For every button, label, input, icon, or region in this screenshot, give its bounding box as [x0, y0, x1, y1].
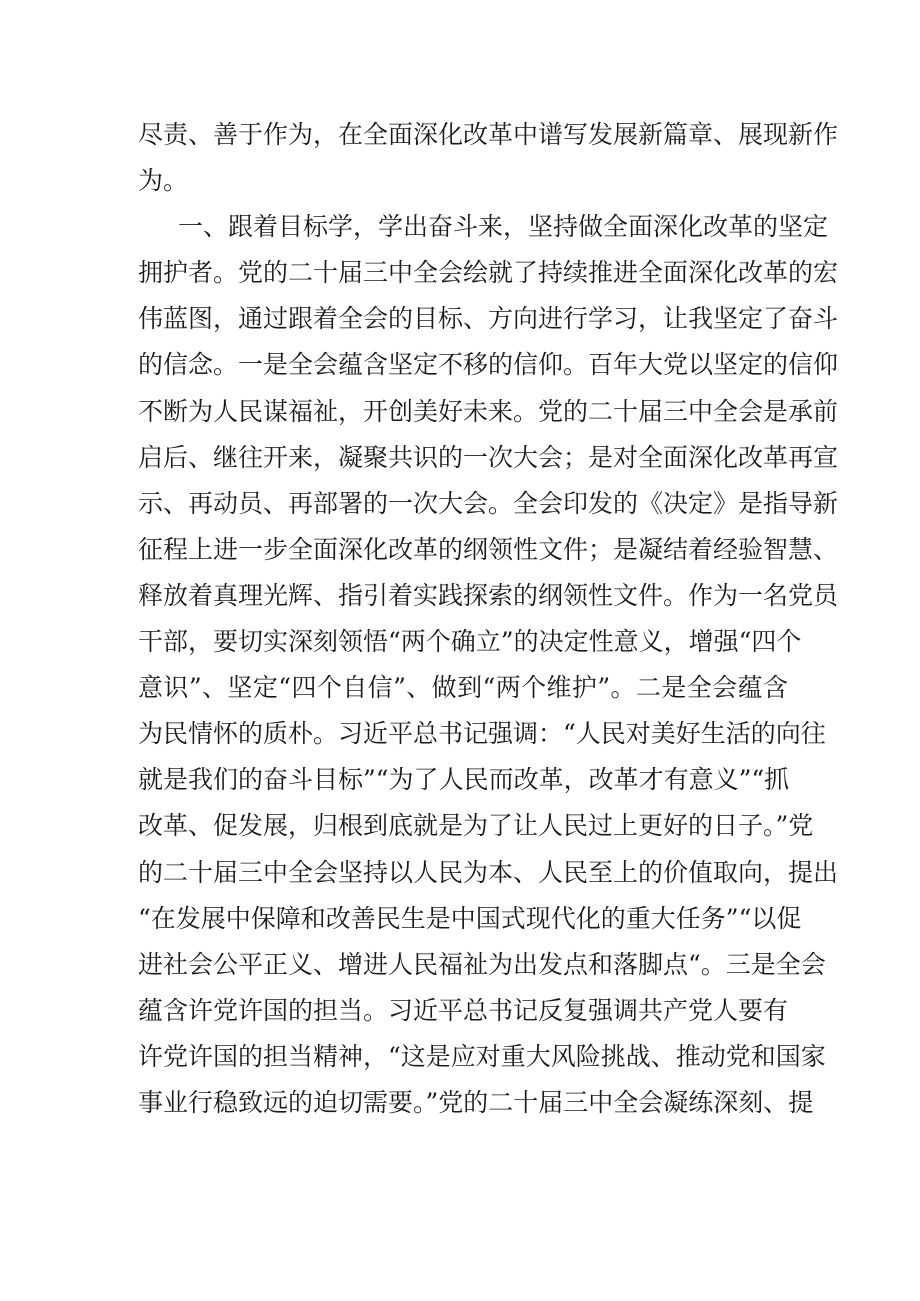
text-line: 干部，要切实深刻领悟“两个确立”的决定性意义，增强“四个: [138, 627, 802, 657]
text-line: 的二十届三中全会坚持以人民为本、人民至上的价值取向，提出: [138, 857, 839, 887]
text-line: 的信念。一是全会蕴含坚定不移的信仰。百年大党以坚定的信仰: [138, 350, 839, 380]
text-line: 尽责、善于作为，在全面深化改革中谱写发展新篇章、展现新作: [138, 120, 839, 149]
text-line: 拥护者。党的二十届三中全会绘就了持续推进全面深化改革的宏: [138, 258, 839, 288]
text-line: 为民情怀的质朴。习近平总书记强调：“人民对美好生活的向往: [138, 719, 826, 749]
body-text: [138, 112, 839, 1126]
text-line: 就是我们的奋斗目标”“为了人民而改革，改革才有意义”“抓: [138, 765, 790, 795]
text-line: 伟蓝图，通过跟着全会的目标、方向进行学习，让我坚定了奋斗: [138, 304, 839, 334]
text-line: 许党许国的担当精神，“这是应对重大风险挑战、推动党和国家: [138, 1041, 826, 1071]
text-line: 进社会公平正义、增进人民福祉为出发点和落脚点“。三是全会: [138, 949, 826, 979]
text-line: 蕴含许党许国的担当。习近平总书记反复强调共产党人要有: [138, 995, 789, 1025]
text-line: “在发展中保障和改善民生是中国式现代化的重大任务”“以促: [138, 903, 802, 933]
text-line: 不断为人民谋福祉，开创美好未来。党的二十届三中全会是承前: [138, 396, 839, 426]
text-line: 为。: [138, 166, 189, 196]
text-line: 示、再动员、再部署的一次大会。全会印发的《决定》是指导新: [138, 488, 839, 518]
paragraph-first-line: 一、跟着目标学，学出奋斗来，坚持做全面深化改革的坚定: [178, 212, 829, 242]
text-line: 征程上进一步全面深化改革的纲领性文件；是凝结着经验智慧、: [138, 534, 839, 564]
text-line: 意识”、坚定“四个自信”、做到“两个维护”。二是全会蕴含: [138, 673, 788, 703]
text-line: 改革、促发展，归根到底就是为了让人民过上更好的日子。”党: [138, 811, 814, 841]
text-line: 释放着真理光辉、指引着实践探索的纲领性文件。作为一名党员: [138, 580, 839, 610]
text-line: 事业行稳致远的迫切需要。”党的二十届三中全会凝练深刻、提: [138, 1087, 814, 1117]
text-line: 启后、继往开来，凝聚共识的一次大会；是对全面深化改革再宣: [138, 442, 839, 472]
